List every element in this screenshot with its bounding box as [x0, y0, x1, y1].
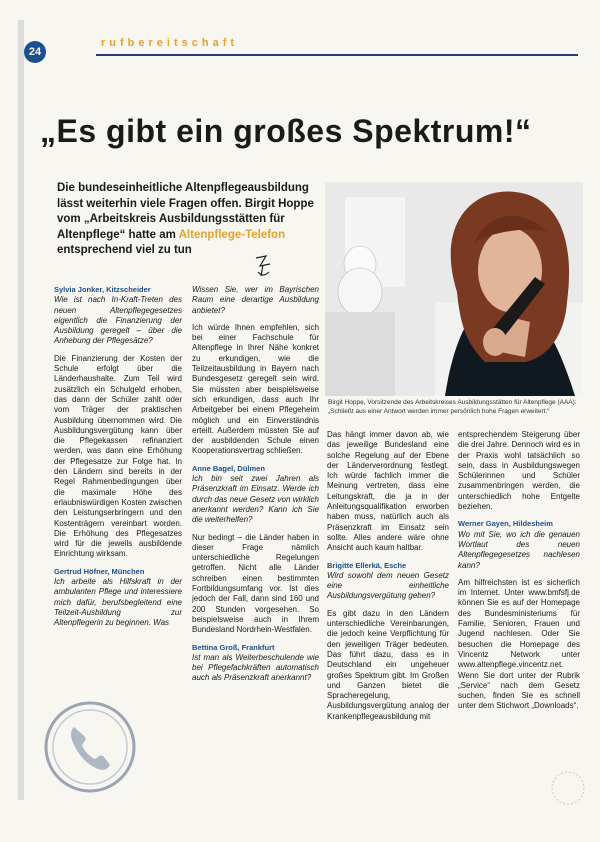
telephone-icon [40, 697, 140, 797]
reader-name: Brigitte Ellerkä, Esche [327, 560, 407, 570]
reader-name: Werner Gayen, Hildesheim [458, 519, 553, 529]
expert-answer: Am hilfreichsten ist es sicherlich im Internet. Unter www.bmfsfj.de können Sie es auf der Homepage des Bundesministeriums für Familie, Senioren, Frauen und Jugend nachlesen. Oder Sie besuchen die Homepage des Vincentz Network unter www.altenpflege.vincentz.net. Wenn Sie dort unter der Rubrik „Service“ nach dem Gesetz suchen, finden Sie es schnell unter dem Stichwort „Downloads“. [458, 577, 580, 711]
expert-answer: entsprechendem Steigerung über die drei Jahre. Dennoch wird es in der Praxis wohl tatsächlich so sein, dass in Ausbildungswegen Schülerinnen und Schüler zusammenbringen werden, die unterschiedlich hohe Entgelte beziehen. [458, 430, 580, 512]
section-title: rufbereitschaft [101, 37, 239, 49]
lead-text-part2: entsprechend viel zu tun [57, 244, 192, 256]
reader-question: Wissen Sie, wer im Bayrischen Raum eine derartige Ausbildung anbietet? [192, 285, 319, 315]
lead-highlight: Altenpflege-Telefon [178, 228, 286, 241]
text-column-1 [54, 285, 182, 636]
expert-answer: Ich würde Ihnen empfehlen, sich bei einer Fachschule für Altenpflege in Ihrer Nähe konkret zu erkundigen, wie die Teilzeitausbildung in Bayern nach Bundesgesetz geregelt sein wird. Sie müssten aber beispielsweise sich erkundigen, dass auch Ihr Arbeitgeber bei einem Pflegeheim möglich und ein Einverständnis erteilt. Außerdem müssten Sie auf der ausbildenden Schule einen Kooperationsvertrag schließen. [192, 322, 319, 456]
article-lead [57, 181, 319, 259]
signature-scribble [252, 252, 274, 280]
expert-answer: Es gibt dazu in den Ländern unterschiedliche Vereinbarungen, die jedoch keine Verpflichtung für den jeweiligen Träger bedeuten. Das führt dazu, dass es in Deutschland ein ungeheuer großes Spektrum gibt. Im Großen und Ganzen bietet die Spracheregelung, Ausbildungsvergütung analog der Krankenpflegeausbildung mit [327, 608, 449, 721]
reader-question: Wo mit Sie, wo ich die genauen Wortlaut des neuen Altenpflegegesetzes nachlesen kann? [458, 529, 580, 570]
reader-question: Wie ist nach In-Kraft-Treten des neuen Altenpflegegesetzes eigentlich die Finanzierung der Ausbildung geregelt – über die Anhebung der Pflegesätze? [54, 295, 182, 346]
page-edge-strip [18, 20, 24, 800]
header-rule [96, 54, 578, 56]
reader-question: Ich bin seit zwei Jahren als Präsenzkraft im Einsatz. Werde ich durch das neue Gesetz von wirklich anerkannt werden? Kann ich Sie die weiterhelfen? [192, 474, 319, 525]
reader-question: Ist man als Weiterbeschulende wie bei Pflegefachkräften automatisch auch als Präsenzkraft anerkannt? [192, 652, 319, 683]
reader-name: Sylvia Jonker, Kitzscheider [54, 285, 151, 294]
expert-answer: Die Finanzierung der Kosten der Schule erfolgt über die Länderhaushalte. Zum Teil wird zusätzlich ein Schulgeld erhoben, das dann der Schüler zahlt oder vom Träger der praktischen Ausbildung übernommen wird. Die Ausbildungsvergütung kann über die Pflegekassen refinanziert werden, was dann eine Erhöhung der Pflegesatze zur Folge hat. In den Ländern sind bereits in der Regel Rahmenbedingungen über die maximale Höhe des erlaubniswürdigen Kosten zwischen den Leistungserbringern und den Kostenträgern vereinbart worden. Die Erhöhung des Pflegesatzes wird für die jeweils ausbildende Einrichtung wirksam. [54, 353, 182, 559]
interview-photo [325, 182, 583, 396]
lead-text-part1: Die bundeseinheitliche Altenpflegeausbildung lässt weiterhin viele Fragen offen. Birgit Hoppe vom „Arbeitskreis Ausbildungsstätten für Altenpflege“ hatte am [57, 182, 314, 241]
corner-stamp [548, 768, 588, 808]
reader-question: Wird sowohl dem neuen Gesetz eine einheitliche Ausbildungsvergütung geben? [327, 570, 449, 601]
reader-name: Gertrud Höfner, München [54, 566, 145, 576]
expert-answer: Das hängt immer davon ab, wie das jeweilige Bundesland eine solche Regelung auf der Ebene der Länderverordnung festlegt. Ich würde fachlich immer die Meinung vertreten, dass eine Leitungskraft, die ja in der Anleitungsqualifikation erworben haben muss, natürlich auch als Präsenzkraft im Einsatz sein sollte. Alles andere wäre ohne Ansicht auch kaum haltbar. [327, 430, 449, 553]
expert-answer: Nur bedingt – die Länder haben in dieser Frage nämlich unterschiedliche Regelungen getroffen. Nicht alle Länder schreiben einen bestimmten Fortbildungsumfang vor. Ist dies jedoch der Fall, dann sind 160 und 200 Stunden vorgesehen. So beispielsweise auch in Ihrem Bundesland Nordrhein-Westfalen. [192, 532, 319, 635]
article-headline: „Es gibt ein großes Spektrum!“ [40, 113, 532, 149]
reader-name: Bettina Groß, Frankfurt [192, 642, 275, 652]
text-column-4 [458, 430, 580, 719]
page-number: 24 [24, 41, 46, 63]
text-column-3 [327, 430, 449, 729]
reader-question: Ich arbeite als Hilfskraft in der ambulanten Pflege und interessiere mich dafür, berufsbegleitend eine Teilzeit-Ausbildung zur Altenpflegerin zu beginnen. Was [54, 577, 182, 628]
text-column-2 [192, 285, 319, 691]
photo-caption: Birgit Hoppe, Vorsitzende des Arbeitskreises Ausbildungsstätten für Altenpflege (AAA): „Schließt aus einer Antwort werden immer persönlich hohe Fragen erweitert.“ [328, 399, 577, 415]
reader-name: Anne Bagel, Dülmen [192, 463, 265, 473]
